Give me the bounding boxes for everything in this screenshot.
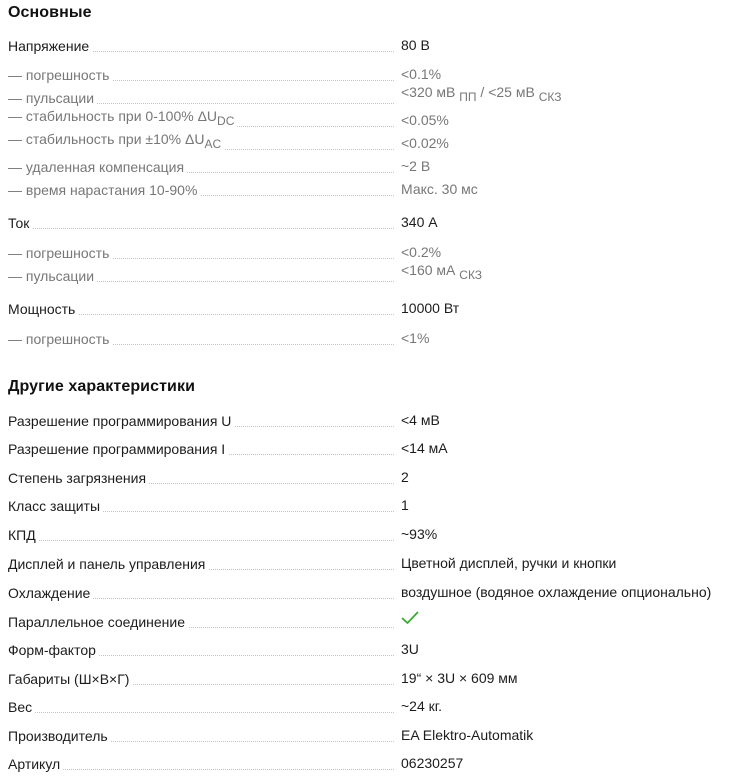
spec-label: Класс защиты (8, 497, 103, 515)
spec-label: — пульсации (8, 89, 97, 107)
spec-label: Охлаждение (8, 584, 93, 602)
spec-row-prog-res-u (8, 410, 748, 430)
spec-value: <0.05% (401, 112, 449, 128)
spec-label: — удаленная компенсация (8, 158, 187, 176)
spec-label: — погрешность (8, 244, 112, 262)
spec-row-parallel (8, 611, 748, 631)
spec-row-power-accuracy (8, 328, 748, 348)
spec-row-prog-res-i (8, 438, 748, 458)
spec-value: 80 В (401, 37, 430, 53)
spec-value: <320 мВ $_{ПП}$ / <25 мВ $_{СКЗ}$ (401, 84, 562, 104)
spec-label: — пульсации (8, 267, 97, 285)
spec-value: 10000 Вт (401, 300, 460, 316)
spec-label: Разрешение программирования U (8, 412, 234, 430)
spec-row-dimensions (8, 668, 748, 688)
spec-label: Дисплей и панель управления (8, 555, 208, 573)
spec-row-voltage-ripple (8, 84, 748, 107)
spec-row-pollution (8, 467, 748, 487)
spec-value: Цветной дисплей, ручки и кнопки (401, 555, 617, 571)
spec-row-voltage-accuracy (8, 64, 748, 84)
spec-row-voltage-stability-ac (8, 133, 748, 153)
spec-value: <0.1% (401, 66, 442, 82)
section-title-other: Другие характеристики (8, 378, 196, 395)
spec-row-manufacturer (8, 725, 748, 745)
spec-row-voltage (8, 35, 748, 55)
spec-label: — стабильность при ±10% $\Delta U_{AC}$ (8, 130, 224, 153)
spec-label: КПД (8, 526, 39, 544)
spec-value: <0.02% (401, 135, 449, 151)
spec-value: EA Elektro-Automatik (401, 727, 534, 743)
spec-value: 19“ × 3U × 609 мм (401, 670, 518, 686)
spec-row-protection-class (8, 495, 748, 515)
spec-label: — погрешность (8, 330, 112, 348)
spec-value: 3U (401, 641, 419, 657)
spec-row-rise-time (8, 179, 748, 199)
spec-row-current (8, 212, 748, 232)
spec-label: Степень загрязнения (8, 469, 149, 487)
spec-row-voltage-stability-dc (8, 110, 748, 130)
spec-row-remote-sense (8, 156, 748, 176)
spec-value: 1 (401, 497, 409, 513)
spec-label: — погрешность (8, 66, 112, 84)
spec-value: <4 мВ (401, 412, 440, 428)
spec-label: Вес (8, 698, 35, 716)
spec-value: воздушное (водяное охлаждение опционально) (401, 584, 712, 600)
spec-value (401, 611, 419, 629)
spec-value: ~93% (401, 526, 438, 542)
spec-value: <14 мА (401, 440, 448, 456)
spec-row-current-ripple (8, 262, 748, 285)
spec-value: ~2 В (401, 158, 431, 174)
checkmark-icon (401, 611, 419, 625)
spec-label: Параллельное соединение (8, 613, 188, 631)
spec-label: Ток (8, 214, 32, 232)
section-title-main: Основные (8, 4, 92, 21)
spec-value: <1% (401, 330, 430, 346)
spec-label: Напряжение (8, 37, 92, 55)
spec-label: — время нарастания 10-90% (8, 181, 200, 199)
spec-value: ~24 кг. (401, 698, 443, 714)
spec-row-form-factor (8, 639, 748, 659)
spec-value: <160 мА $_{СКЗ}$ (401, 262, 483, 282)
spec-value: 06230257 (401, 755, 464, 771)
spec-label: — стабильность при 0-100% $\Delta U_{DC}$ (8, 107, 237, 130)
spec-row-display (8, 553, 748, 573)
spec-label: Производитель (8, 727, 111, 745)
spec-row-efficiency (8, 524, 748, 544)
spec-label: Габариты (Ш×В×Г) (8, 670, 132, 688)
spec-row-power (8, 298, 748, 318)
spec-label: Разрешение программирования I (8, 440, 228, 458)
spec-value: 2 (401, 469, 409, 485)
spec-row-weight (8, 696, 748, 716)
spec-label: Артикул (8, 755, 63, 773)
spec-row-article (8, 753, 748, 773)
spec-value: Макс. 30 мс (401, 181, 478, 197)
spec-value: 340 А (401, 214, 438, 230)
spec-row-current-accuracy (8, 242, 748, 262)
spec-label: Мощность (8, 300, 78, 318)
spec-value: <0.2% (401, 244, 442, 260)
spec-row-cooling (8, 582, 748, 602)
spec-label: Форм-фактор (8, 641, 99, 659)
